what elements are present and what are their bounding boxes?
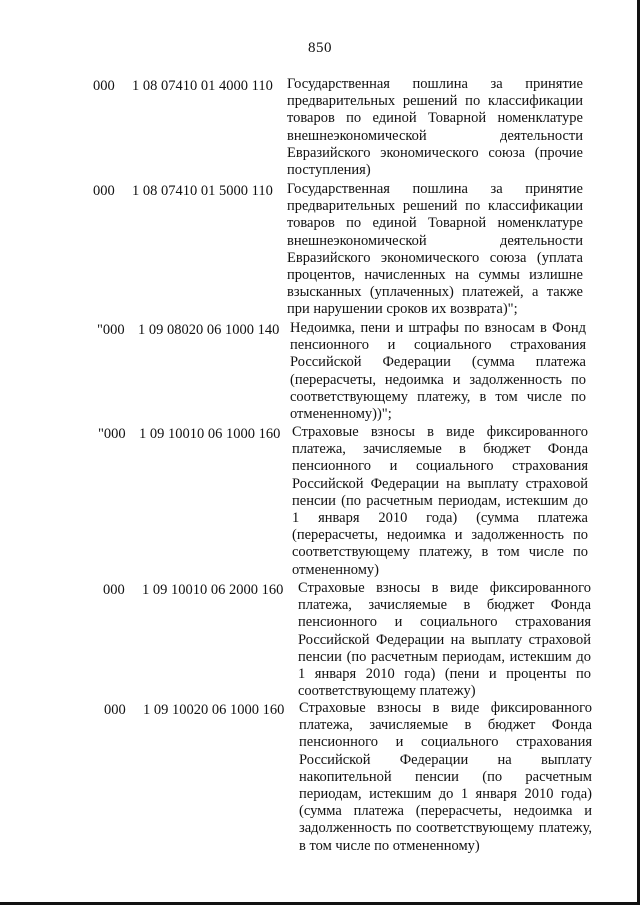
- description-line: платежа, зачисляемые в бюджет Фонда: [298, 597, 591, 614]
- description-line: Страховые взносы в виде фиксированного: [299, 700, 592, 716]
- admin-code: 000: [103, 582, 125, 598]
- description-line: в том числе по отмененному): [299, 837, 480, 854]
- description-line: пенсионного и социального страхования: [298, 614, 591, 631]
- description-line: Страховые взносы в виде фиксированного: [298, 580, 591, 596]
- row-description: [298, 580, 591, 700]
- admin-code: 000: [104, 702, 126, 718]
- description-line: соответствующему платежу, в том числе по: [292, 544, 588, 561]
- description-line: внешнеэкономической деятельности: [287, 127, 583, 144]
- description-line: поступления): [287, 162, 371, 179]
- description-line: пенсионного и социального страхования: [292, 458, 588, 475]
- description-line: Евразийского экономического союза (прочие: [287, 144, 583, 161]
- description-line: (перерасчеты, недоимка и задолженность по: [290, 371, 586, 388]
- description-line: Государственная пошлина за принятие: [287, 76, 583, 92]
- description-line: задолженность по соответствующему платежу,: [299, 820, 592, 837]
- description-line: отмененному): [292, 561, 379, 578]
- description-line: соответствующему платежу): [298, 683, 476, 700]
- description-line: при нарушении сроков их возврата)";: [287, 301, 518, 318]
- description-line: Евразийского экономического союза (уплата: [287, 249, 583, 266]
- budget-classification-code: 1 08 07410 01 4000 110: [132, 78, 273, 94]
- description-line: пенсионного и социального страхования: [290, 337, 586, 354]
- description-line: накопительной пенсии (по расчетным: [299, 768, 592, 785]
- row-description: [287, 181, 583, 319]
- description-line: пенсии (по расчетным периодам, истекшим до: [298, 648, 591, 665]
- row-description: [290, 320, 586, 423]
- description-line: периодам, истекшим до 1 января 2010 года): [299, 786, 592, 803]
- description-line: Государственная пошлина за принятие: [287, 181, 583, 197]
- budget-classification-code: 1 09 10010 06 2000 160: [142, 582, 284, 598]
- description-line: платежа, зачисляемые в бюджет Фонда: [299, 717, 592, 734]
- budget-classification-code: 1 09 10010 06 1000 160: [139, 426, 281, 442]
- description-line: предварительных решений по классификации: [287, 93, 583, 110]
- description-line: внешнеэкономической деятельности: [287, 232, 583, 249]
- row-description: [287, 76, 583, 179]
- description-line: Российской Федерации на выплату страховой: [298, 631, 591, 648]
- description-line: Страховые взносы в виде фиксированного: [292, 424, 588, 440]
- description-line: Российской Федерации на выплату страховой: [292, 475, 588, 492]
- description-line: отмененному))";: [290, 406, 392, 423]
- description-line: (сумма платежа (перерасчеты, недоимка и: [299, 803, 592, 820]
- description-line: 1 января 2010 года) (пени и проценты по: [298, 666, 591, 683]
- description-line: 1 января 2010 года) (сумма платежа: [292, 510, 588, 527]
- description-line: процентов, начисленных на суммы излишне: [287, 267, 583, 284]
- description-line: соответствующему платежу, в том числе по: [290, 388, 586, 405]
- row-description: [299, 700, 592, 855]
- description-line: платежа, зачисляемые в бюджет Фонда: [292, 441, 588, 458]
- description-line: Недоимка, пени и штрафы по взносам в Фонд: [290, 320, 586, 336]
- budget-classification-code: 1 09 10020 06 1000 160: [143, 702, 285, 718]
- description-line: пенсионного и социального страхования: [299, 734, 592, 751]
- description-line: Российской Федерации на выплату: [299, 751, 592, 768]
- admin-code: "000: [97, 322, 125, 338]
- description-line: взысканных (уплаченных) платежей, а также: [287, 284, 583, 301]
- admin-code: 000: [93, 78, 115, 94]
- description-line: пенсии (по расчетным периодам, истекшим до: [292, 492, 588, 509]
- description-line: товаров по единой Товарной номенклатуре: [287, 110, 583, 127]
- budget-classification-code: 1 08 07410 01 5000 110: [132, 183, 273, 199]
- description-line: (перерасчеты, недоимка и задолженность по: [292, 527, 588, 544]
- description-line: предварительных решений по классификации: [287, 198, 583, 215]
- row-description: [292, 424, 588, 579]
- description-line: товаров по единой Товарной номенклатуре: [287, 215, 583, 232]
- admin-code: 000: [93, 183, 115, 199]
- page-number: 850: [308, 40, 332, 56]
- budget-classification-code: 1 09 08020 06 1000 140: [138, 322, 280, 338]
- description-line: Российской Федерации (сумма платежа: [290, 354, 586, 371]
- admin-code: "000: [98, 426, 126, 442]
